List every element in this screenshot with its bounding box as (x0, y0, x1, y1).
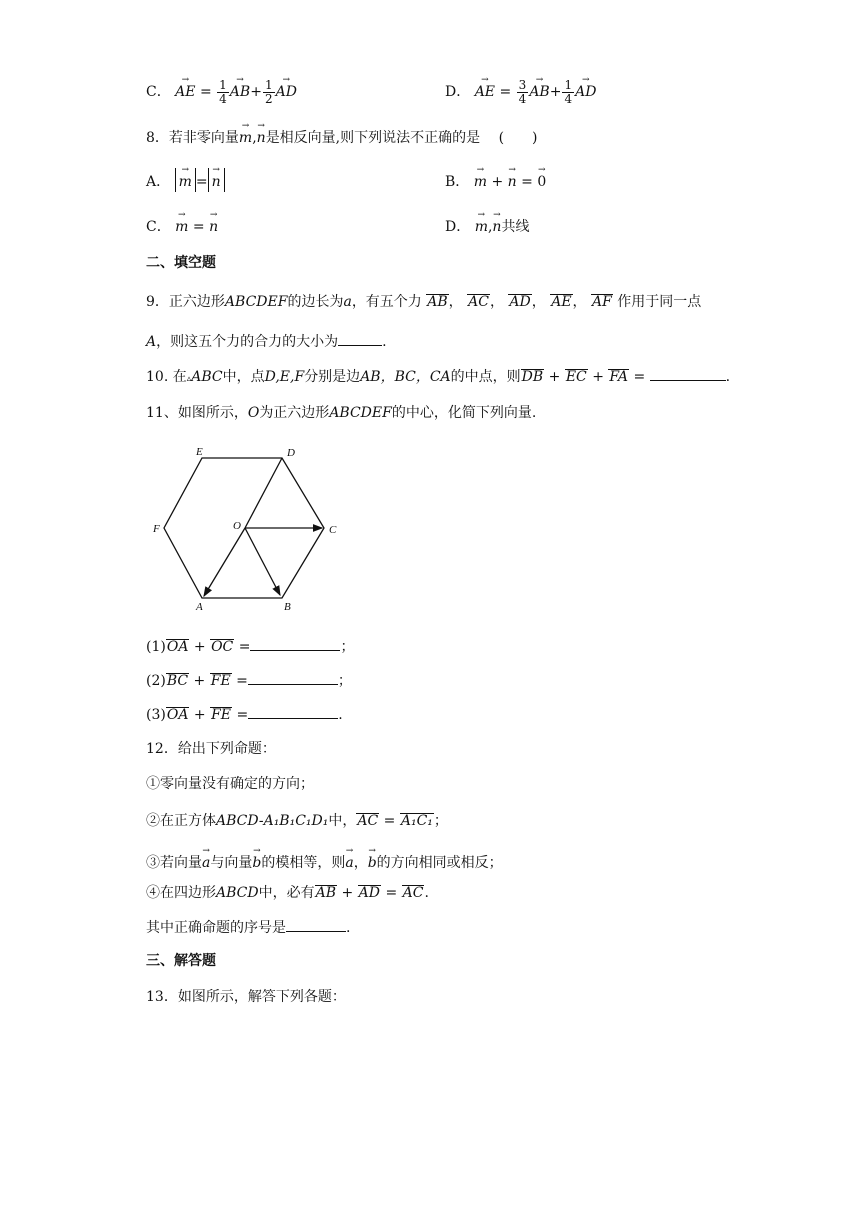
q7-option-c: C． → AE = $\frac{1}{4}$ → AB+ $\frac{1}{2}$ → AD (146, 78, 297, 106)
force-vector: AC (468, 294, 489, 310)
vector-ec: EC (565, 369, 587, 385)
vector-ab: AB (315, 885, 337, 901)
vector-bc: BC (166, 673, 189, 689)
stem-text: 的方向相同或相反； (376, 855, 503, 871)
answer-paren: ( ) (498, 130, 538, 146)
vector-ad: → AD (575, 78, 596, 102)
cube-name: ABCD-A₁B₁C₁D₁ (216, 813, 329, 829)
stem-text: 中，必有 (258, 885, 315, 901)
stem-text: 分别是边 (304, 369, 361, 385)
stem-text: . (382, 334, 387, 350)
option-label: D． (445, 84, 471, 100)
vector-ae: → AE (175, 78, 195, 102)
vector-n: → n (492, 213, 501, 237)
stem-text: 作用于同一点 (617, 294, 702, 310)
stem-text: 11、如图所示， (146, 405, 248, 421)
vector-ob-arrow (245, 528, 280, 595)
vector-db: DB (521, 369, 544, 385)
section-heading: 三、解答题 (146, 953, 216, 969)
section-heading: 二、填空题 (146, 255, 216, 271)
q8-stem: 8．若非零向量→ m,→ n是相反向量,则下列说法不正确的是 ( ) (146, 124, 538, 148)
stem-text: ； (433, 813, 448, 829)
fraction: $\frac{1}{2}$ (264, 77, 273, 106)
vector-ae: → AE (475, 78, 495, 102)
answer-blank[interactable] (286, 917, 346, 932)
label-d: D (287, 447, 295, 459)
vector-oa: OA (166, 639, 189, 655)
option-label: B． (445, 174, 470, 190)
q8-option-c: C． → m = → n (146, 213, 218, 237)
q8-option-b: B． → m + → n = → 0 (445, 168, 546, 192)
fraction: $\frac{1}{4}$ (219, 77, 227, 106)
point-label: O (247, 405, 260, 421)
stem-text: 的中心，化简下列向量. (391, 405, 537, 421)
q11-sub1: (1)OA + OC = ； (146, 636, 354, 657)
vector-ad: → AD (276, 78, 297, 102)
stem-text: 9．正六边形 (146, 294, 225, 310)
answer-blank[interactable] (248, 704, 338, 719)
vector-n: → n (209, 213, 218, 237)
q7-option-d: D． → AE = $\frac{3}{4}$ → AB+ $\frac{1}{4}$ → AD (445, 78, 596, 106)
vector-m: → m (175, 213, 188, 237)
stem-text: 与向量 (210, 855, 253, 871)
hexagon-figure (150, 440, 350, 615)
vector-ab: → AB (529, 78, 549, 102)
stem-text: ③若向量 (146, 855, 202, 871)
vector-m: → m (475, 213, 488, 237)
stem-text: ，有五个力 (351, 294, 422, 310)
q12-prop3: ③若向量→ a与向量→ b的模相等，则→ a，→ b的方向相同或相反； (146, 849, 503, 873)
answer-blank[interactable] (338, 331, 382, 346)
label-o: O (233, 520, 241, 532)
vector-n: → n (257, 124, 266, 148)
force-vector: AD (509, 294, 531, 310)
vector-m: → m (239, 124, 252, 148)
vector-oc: OC (211, 639, 234, 655)
stem-text: . (725, 369, 731, 385)
q11-sub2: (2)BC + FE = ； (146, 670, 352, 691)
q11-sub3: (3)OA + FE = . (146, 704, 343, 725)
stem-text: ，则这五个力的合力的大小为 (156, 334, 339, 350)
stem-text: 10. 在 (146, 369, 187, 385)
label-e: E (196, 446, 203, 458)
stem-text: ； (340, 639, 355, 655)
vector-fa: FA (609, 369, 629, 385)
vector-m: → m (474, 168, 487, 192)
vector-ac: AC (402, 885, 424, 901)
sub-label: (2) (146, 673, 166, 689)
stem-text: 中，点 (222, 369, 265, 385)
triangle-icon: ▵ (186, 374, 192, 384)
force-vector: AE (551, 294, 572, 310)
stem-text: 的中点，则 (450, 369, 521, 385)
stem-text: 的模相等，则 (261, 855, 346, 871)
force-vector: AF (592, 294, 612, 310)
vector-b: → b (368, 849, 377, 873)
label-c: C (329, 524, 337, 536)
sub-label: (3) (146, 707, 166, 723)
answer-blank[interactable] (650, 366, 726, 381)
q9-line1: 9．正六边形ABCDEF的边长为a，有五个力 AB， AC， AD， AE， AF 作用于同一点 (146, 294, 702, 310)
vector-ad: AD (358, 885, 380, 901)
label-f: F (153, 523, 160, 535)
stem-text: 为正六边形 (259, 405, 330, 421)
q8-option-a: A． → m =→ n (146, 168, 225, 192)
q9-line2 (146, 331, 387, 352)
stem-text: 中， (328, 813, 357, 829)
vector-fe: FE (211, 707, 232, 723)
vector-oa: OA (166, 707, 189, 723)
label-b: B (284, 601, 291, 613)
segment-od (245, 458, 282, 528)
side-length: a (343, 294, 352, 310)
abs-n: → n (208, 168, 225, 192)
stem-text: ④在四边形 (146, 885, 216, 901)
option-label: C． (146, 84, 171, 100)
stem-text: ； (337, 673, 352, 689)
vector-oa-arrow (204, 528, 245, 596)
edges: AB，BC，CA (360, 369, 451, 385)
stem-text: 其中正确命题的序号是 (146, 920, 286, 936)
stem-text: 是相反向量,则下列说法不正确的是 (265, 130, 481, 146)
q12-prop4: ④在四边形ABCD中，必有AB + AD = AC. (146, 885, 429, 901)
q12-prop2: ②在正方体ABCD-A₁B₁C₁D₁中，AC = A₁C₁； (146, 813, 448, 829)
fraction: $\frac{3}{4}$ (518, 77, 527, 106)
q11-stem (146, 403, 536, 423)
vector-fe: FE (210, 673, 231, 689)
vector-a: → a (345, 849, 353, 873)
force-vector: AB (427, 294, 448, 310)
option-text: 共线 (501, 219, 530, 235)
polygon-name: ABCDEF (224, 294, 288, 310)
option-label: D． (445, 219, 471, 235)
vector-n: → n (508, 168, 517, 192)
label-a: A (196, 601, 203, 613)
q8-option-d: D． → m,→ n共线 (445, 213, 529, 237)
option-label: A． (146, 174, 171, 190)
vector-ac: AC (357, 813, 379, 829)
q13-stem: 13．如图所示，解答下列各题： (146, 989, 346, 1005)
q10-line: 10. 在▵ABC中，点D,E,F分别是边AB，BC，CA的中点，则DB + EC + FA = . (146, 366, 730, 389)
quad-name: ABCD (216, 885, 259, 901)
stem-text: . (338, 707, 343, 723)
stem-text: . (346, 920, 351, 936)
q12-answer (146, 917, 350, 938)
q12-prop1: ①零向量没有确定的方向； (146, 776, 314, 792)
stem-text: . (424, 885, 429, 901)
abs-m: → m (175, 168, 196, 192)
stem-text: 的边长为 (287, 294, 344, 310)
answer-blank[interactable] (250, 636, 340, 651)
option-label: C． (146, 219, 171, 235)
answer-blank[interactable] (248, 670, 338, 685)
stem-text: 8．若非零向量 (146, 130, 239, 146)
point-label: A (146, 334, 157, 350)
q12-stem: 12．给出下列命题： (146, 741, 276, 757)
vector-a: → a (202, 849, 210, 873)
points: D,E,F (264, 369, 305, 385)
polygon-name: ABCDEF (329, 405, 392, 421)
vector-a1c1: A₁C₁ (400, 813, 433, 829)
zero-vector: → 0 (537, 168, 546, 192)
triangle-name: ABC (191, 369, 223, 385)
vector-b: → b (252, 849, 261, 873)
fraction: $\frac{1}{4}$ (564, 77, 573, 106)
sub-label: (1) (146, 639, 166, 655)
vector-ab: → AB (230, 78, 250, 102)
stem-text: ②在正方体 (146, 813, 216, 829)
